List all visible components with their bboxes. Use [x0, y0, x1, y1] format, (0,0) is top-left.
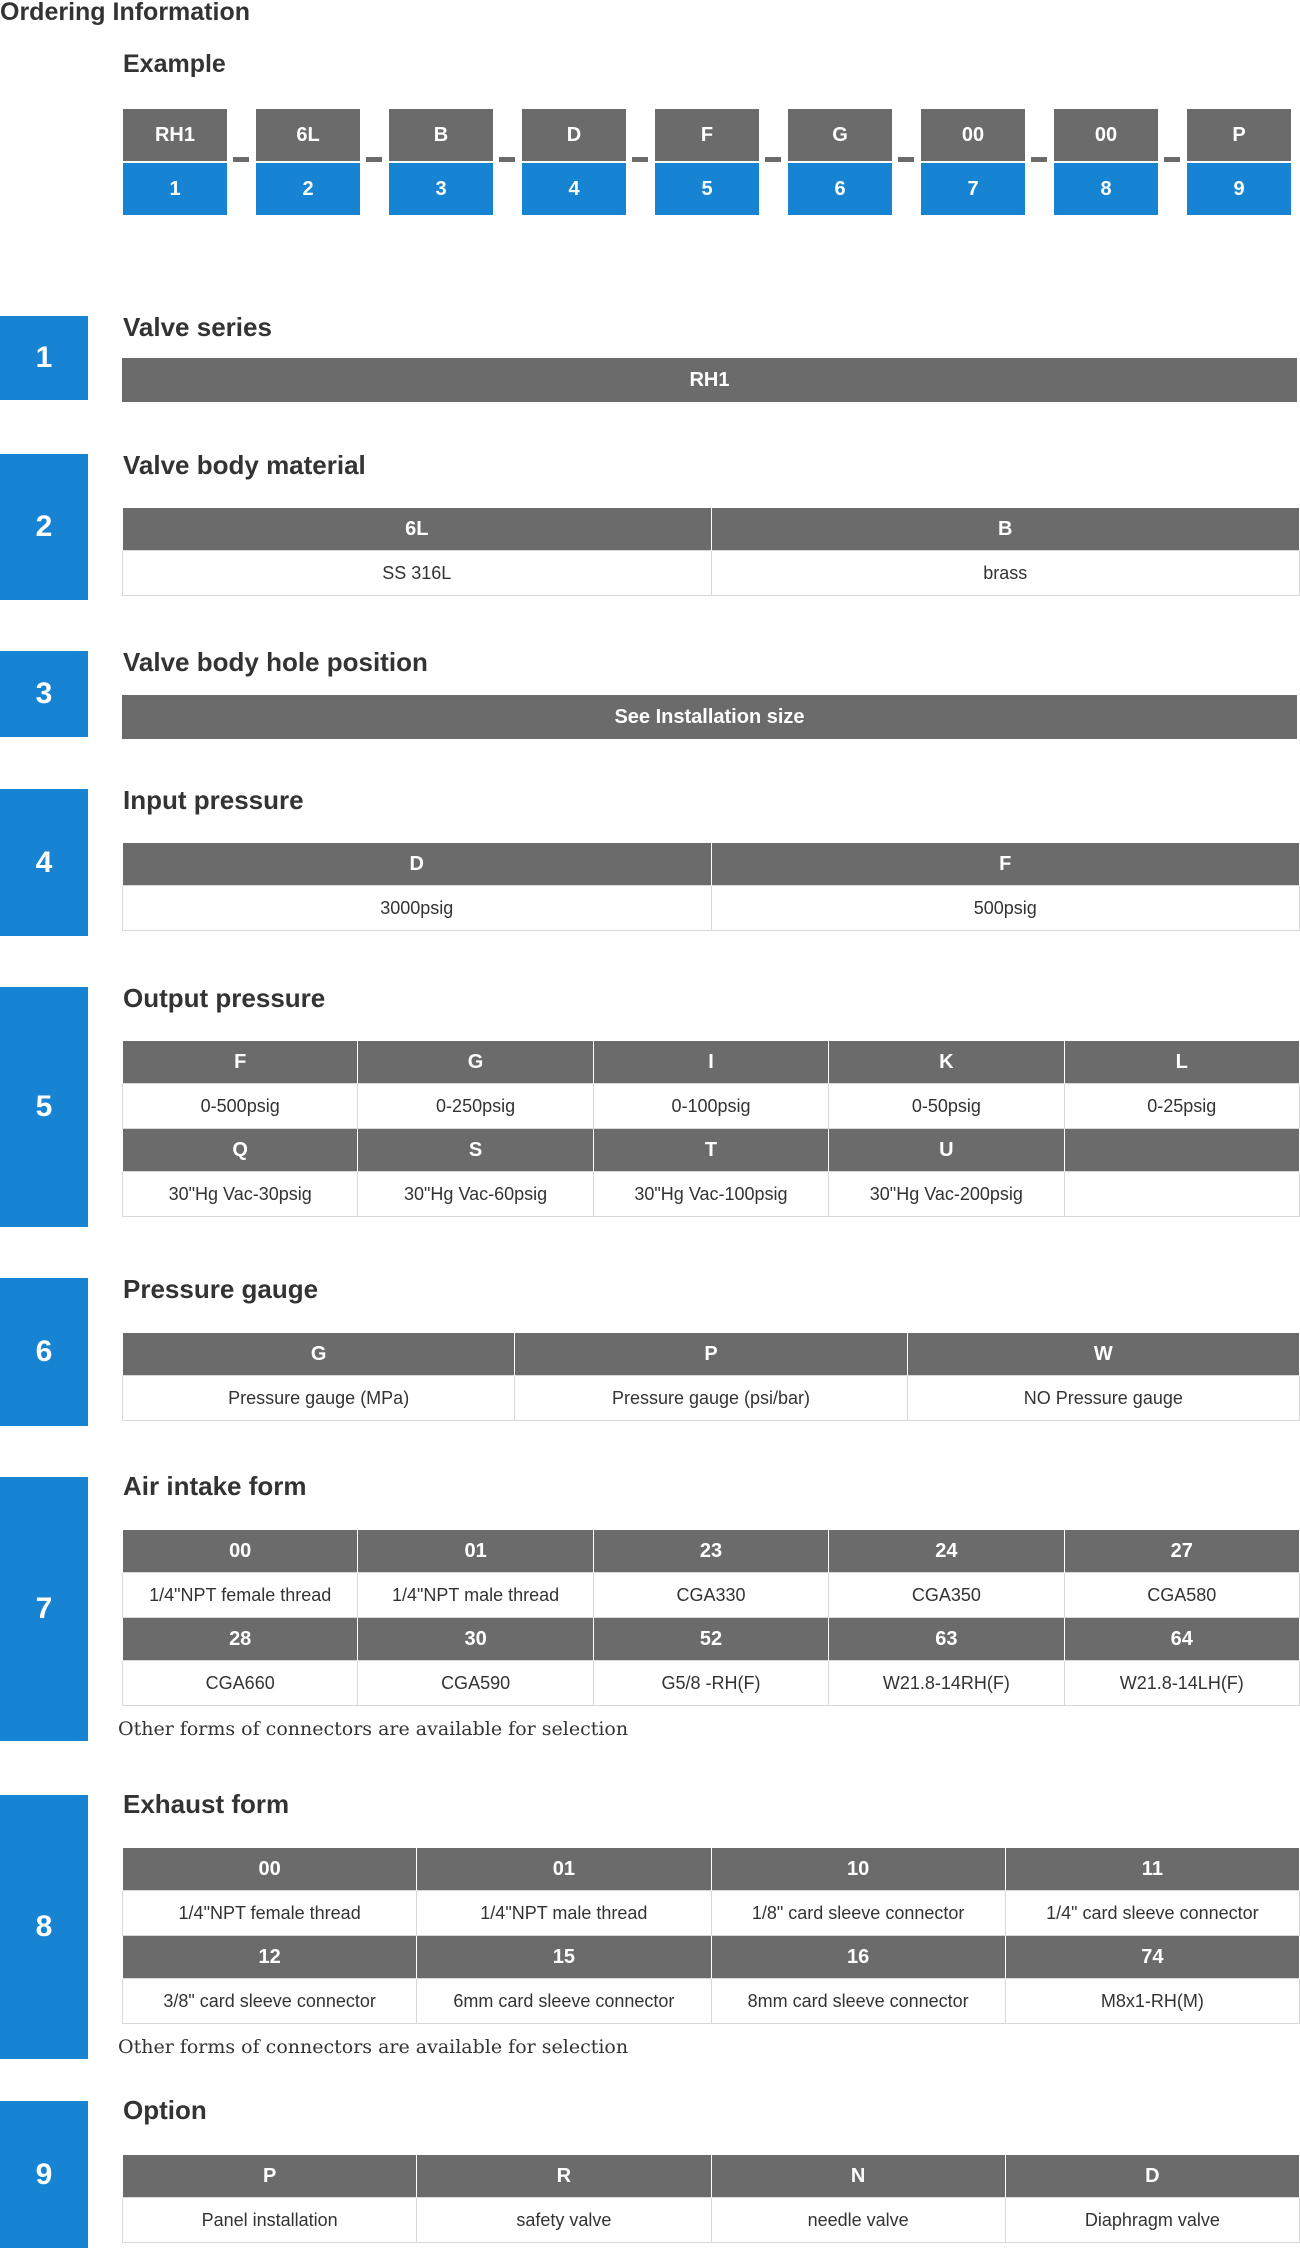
- code-row: [123, 1848, 1300, 1891]
- option-value: Pressure gauge (psi/bar): [515, 1376, 907, 1421]
- option-value: Diaphragm valve: [1005, 2198, 1299, 2243]
- option-value: Pressure gauge (MPa): [123, 1376, 515, 1421]
- example-code: 6L: [256, 109, 360, 161]
- option-value: 3000psig: [123, 886, 712, 931]
- example-item-1: [123, 109, 227, 215]
- pressure-gauge-table: [122, 1333, 1300, 1421]
- section-number-badge: 7: [0, 1477, 88, 1741]
- value-row: [123, 1376, 1300, 1421]
- output-pressure-table: [122, 1041, 1300, 1217]
- option-value: SS 316L: [123, 551, 712, 596]
- option-code: B: [711, 508, 1300, 551]
- option-code: G: [358, 1041, 593, 1084]
- example-code: RH1: [123, 109, 227, 161]
- option-value: 1/4"NPT male thread: [358, 1573, 593, 1618]
- code-row: [123, 843, 1300, 886]
- option-code: S: [358, 1129, 593, 1172]
- value-row: [123, 1979, 1300, 2024]
- exhaust-form-table: [122, 1848, 1300, 2024]
- section-title-air-intake-form: Air intake form: [123, 1471, 307, 1501]
- option-value: 8mm card sleeve connector: [711, 1979, 1005, 2024]
- example-item-8: [1054, 109, 1158, 215]
- option-value: 3/8" card sleeve connector: [123, 1979, 417, 2024]
- input-pressure-table: [122, 843, 1300, 931]
- value-row: [123, 1891, 1300, 1936]
- example-separator: [366, 157, 382, 162]
- section-number-badge: 1: [0, 316, 88, 400]
- connector-note: Other forms of connectors are available for selection: [118, 2036, 629, 2058]
- example-separator: [1031, 157, 1047, 162]
- option-value: CGA580: [1064, 1573, 1299, 1618]
- example-number: 7: [921, 161, 1025, 215]
- empty-cell: [1064, 1172, 1299, 1217]
- example-separator: [499, 157, 515, 162]
- option-value: 1/4"NPT female thread: [123, 1891, 417, 1936]
- example-number: 6: [788, 161, 892, 215]
- example-number: 1: [123, 161, 227, 215]
- example-item-9: [1187, 109, 1291, 215]
- section-title-output-pressure: Output pressure: [123, 983, 326, 1013]
- example-number: 3: [389, 161, 493, 215]
- option-value: Panel installation: [123, 2198, 417, 2243]
- option-value: safety valve: [417, 2198, 711, 2243]
- example-separator: [1164, 157, 1180, 162]
- valve-body-material-table: [122, 508, 1300, 596]
- option-code: 27: [1064, 1530, 1299, 1573]
- option-code: 23: [593, 1530, 828, 1573]
- section-number-badge: 6: [0, 1278, 88, 1426]
- option-code: W: [907, 1333, 1299, 1376]
- installation-size-bar: See Installation size: [122, 695, 1297, 739]
- option-value: 0-50psig: [829, 1084, 1064, 1129]
- option-code: Q: [123, 1129, 358, 1172]
- value-row: [123, 1573, 1300, 1618]
- option-value: 0-25psig: [1064, 1084, 1299, 1129]
- option-value: CGA350: [829, 1573, 1064, 1618]
- option-value: CGA330: [593, 1573, 828, 1618]
- option-code: R: [417, 2155, 711, 2198]
- option-value: 1/4"NPT male thread: [417, 1891, 711, 1936]
- option-value: 0-100psig: [593, 1084, 828, 1129]
- option-code: 63: [829, 1618, 1064, 1661]
- option-code: F: [123, 1041, 358, 1084]
- option-value: 6mm card sleeve connector: [417, 1979, 711, 2024]
- option-code: G: [123, 1333, 515, 1376]
- option-code: 10: [711, 1848, 1005, 1891]
- section-title-valve-body-material: Valve body material: [123, 450, 366, 480]
- option-code: 28: [123, 1618, 358, 1661]
- section-number-badge: 3: [0, 651, 88, 737]
- option-code: N: [711, 2155, 1005, 2198]
- empty-cell: [1064, 1129, 1299, 1172]
- option-value: CGA660: [123, 1661, 358, 1706]
- example-item-5: [655, 109, 759, 215]
- option-code: 30: [358, 1618, 593, 1661]
- option-value: brass: [711, 551, 1300, 596]
- option-value: 30"Hg Vac-100psig: [593, 1172, 828, 1217]
- valve-series-bar: RH1: [122, 358, 1297, 402]
- option-value: W21.8-14LH(F): [1064, 1661, 1299, 1706]
- code-row: [123, 2155, 1300, 2198]
- section-title-pressure-gauge: Pressure gauge: [123, 1274, 319, 1304]
- option-code: L: [1064, 1041, 1299, 1084]
- option-value: 30"Hg Vac-200psig: [829, 1172, 1064, 1217]
- option-code: 00: [123, 1530, 358, 1573]
- page-title: Ordering Information: [0, 0, 250, 26]
- option-code: 12: [123, 1936, 417, 1979]
- example-code: G: [788, 109, 892, 161]
- code-row: [123, 1618, 1300, 1661]
- option-code: 16: [711, 1936, 1005, 1979]
- option-value: 0-250psig: [358, 1084, 593, 1129]
- example-item-2: [256, 109, 360, 215]
- example-number: 9: [1187, 161, 1291, 215]
- option-code: 00: [123, 1848, 417, 1891]
- example-code: 00: [921, 109, 1025, 161]
- example-item-6: [788, 109, 892, 215]
- section-number-badge: 2: [0, 454, 88, 600]
- example-number: 5: [655, 161, 759, 215]
- section-title-valve-series: Valve series: [123, 312, 272, 342]
- example-separator: [632, 157, 648, 162]
- option-value: 500psig: [711, 886, 1300, 931]
- code-row: [123, 1041, 1300, 1084]
- example-item-7: [921, 109, 1025, 215]
- option-code: P: [515, 1333, 907, 1376]
- option-code: D: [1005, 2155, 1299, 2198]
- code-row: [123, 1530, 1300, 1573]
- example-code: B: [389, 109, 493, 161]
- option-code: P: [123, 2155, 417, 2198]
- option-value: G5/8 -RH(F): [593, 1661, 828, 1706]
- section-number-badge: 9: [0, 2101, 88, 2248]
- example-title: Example: [123, 50, 226, 78]
- option-value: 1/4"NPT female thread: [123, 1573, 358, 1618]
- example-separator: [233, 157, 249, 162]
- example-code: F: [655, 109, 759, 161]
- option-code: 11: [1005, 1848, 1299, 1891]
- example-code: D: [522, 109, 626, 161]
- option-value: NO Pressure gauge: [907, 1376, 1299, 1421]
- option-value: W21.8-14RH(F): [829, 1661, 1064, 1706]
- option-value: 1/4" card sleeve connector: [1005, 1891, 1299, 1936]
- option-code: U: [829, 1129, 1064, 1172]
- option-value: 30"Hg Vac-60psig: [358, 1172, 593, 1217]
- value-row: [123, 1172, 1300, 1217]
- option-value: 1/8" card sleeve connector: [711, 1891, 1005, 1936]
- option-code: T: [593, 1129, 828, 1172]
- option-code: K: [829, 1041, 1064, 1084]
- code-row: [123, 1333, 1300, 1376]
- option-value: M8x1-RH(M): [1005, 1979, 1299, 2024]
- section-number-badge: 4: [0, 789, 88, 936]
- value-row: [123, 551, 1300, 596]
- section-number-badge: 5: [0, 987, 88, 1227]
- option-value: needle valve: [711, 2198, 1005, 2243]
- option-code: 15: [417, 1936, 711, 1979]
- section-title-exhaust-form: Exhaust form: [123, 1789, 290, 1819]
- example-separator: [898, 157, 914, 162]
- code-row: [123, 508, 1300, 551]
- code-row: [123, 1936, 1300, 1979]
- option-code: D: [123, 843, 712, 886]
- option-code: 74: [1005, 1936, 1299, 1979]
- section-number-badge: 8: [0, 1795, 88, 2059]
- example-number: 2: [256, 161, 360, 215]
- option-code: 01: [417, 1848, 711, 1891]
- option-table: [122, 2155, 1300, 2243]
- example-item-3: [389, 109, 493, 215]
- example-code: 00: [1054, 109, 1158, 161]
- air-intake-form-table: [122, 1530, 1300, 1706]
- option-code: F: [711, 843, 1300, 886]
- code-row: [123, 1129, 1300, 1172]
- example-number: 4: [522, 161, 626, 215]
- value-row: [123, 1661, 1300, 1706]
- section-title-hole-position: Valve body hole position: [123, 647, 428, 677]
- value-row: [123, 1084, 1300, 1129]
- example-separator: [765, 157, 781, 162]
- option-value: 30"Hg Vac-30psig: [123, 1172, 358, 1217]
- option-code: 6L: [123, 508, 712, 551]
- example-code: P: [1187, 109, 1291, 161]
- value-row: [123, 886, 1300, 931]
- section-title-option: Option: [123, 2095, 207, 2125]
- value-row: [123, 2198, 1300, 2243]
- option-code: 52: [593, 1618, 828, 1661]
- option-code: 64: [1064, 1618, 1299, 1661]
- section-title-input-pressure: Input pressure: [123, 785, 304, 815]
- example-number: 8: [1054, 161, 1158, 215]
- option-code: 01: [358, 1530, 593, 1573]
- option-value: 0-500psig: [123, 1084, 358, 1129]
- option-code: 24: [829, 1530, 1064, 1573]
- option-value: CGA590: [358, 1661, 593, 1706]
- connector-note: Other forms of connectors are available for selection: [118, 1718, 629, 1740]
- example-item-4: [522, 109, 626, 215]
- option-code: I: [593, 1041, 828, 1084]
